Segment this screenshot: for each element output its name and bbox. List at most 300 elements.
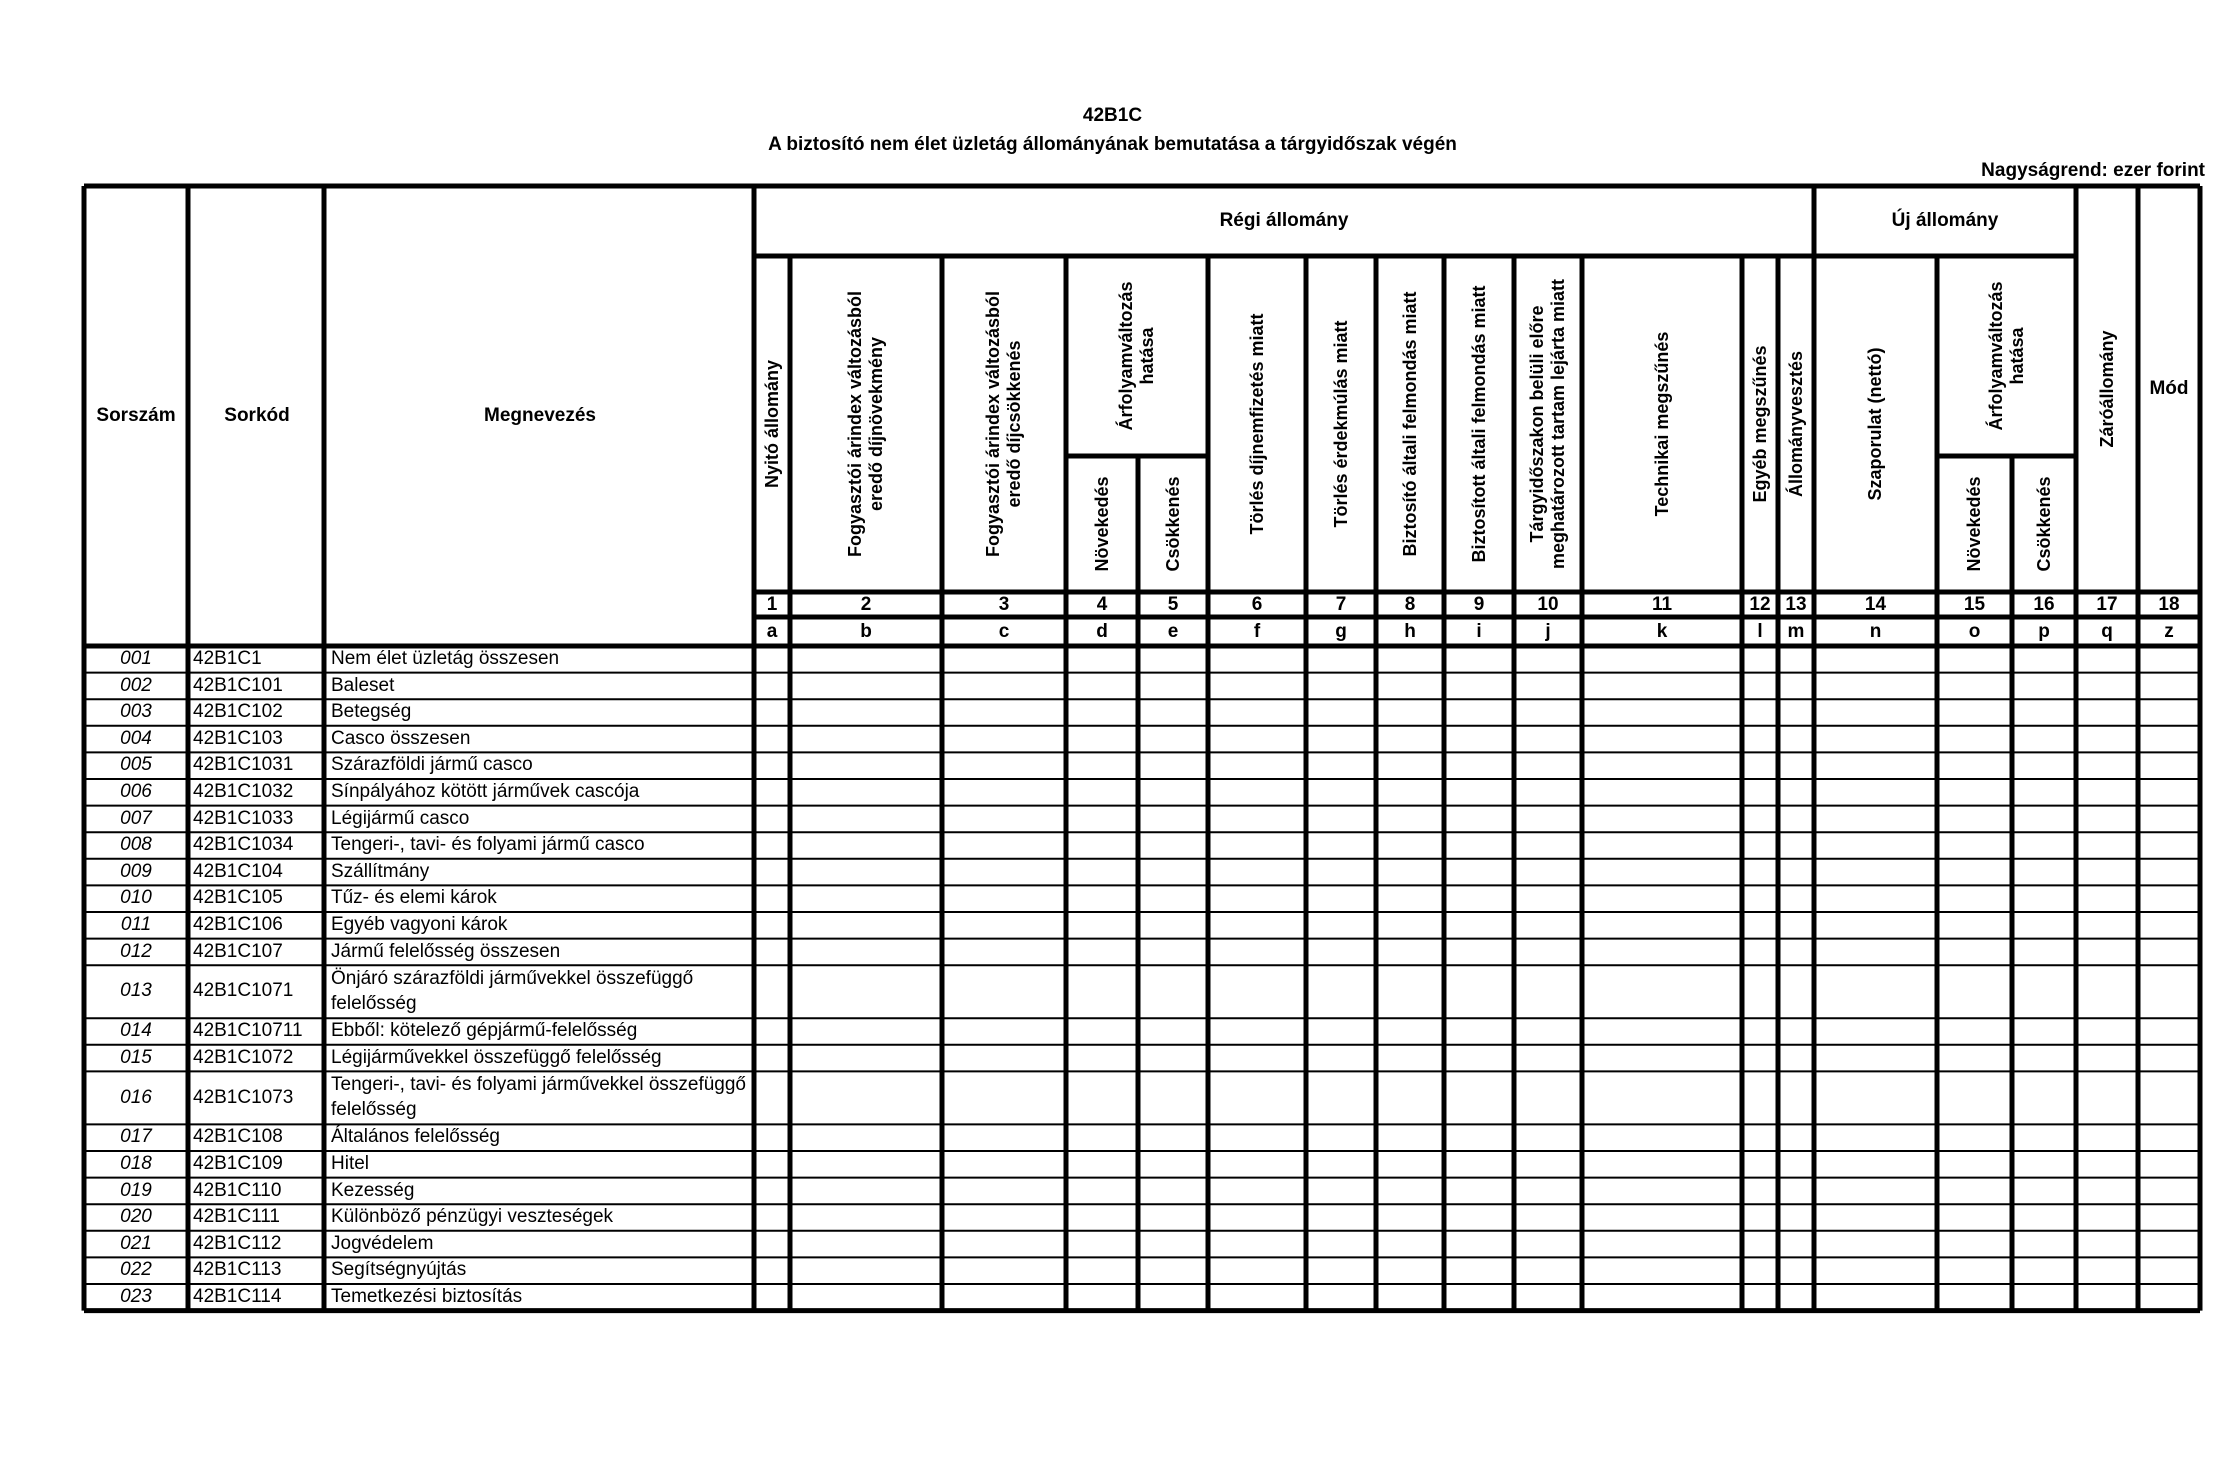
data-cell[interactable] bbox=[1140, 1285, 1206, 1310]
data-cell[interactable] bbox=[1446, 1205, 1512, 1230]
data-cell[interactable] bbox=[1308, 674, 1374, 699]
data-cell[interactable] bbox=[1516, 913, 1580, 938]
data-cell[interactable] bbox=[1140, 674, 1206, 699]
data-cell[interactable] bbox=[1939, 1072, 2010, 1123]
data-cell[interactable] bbox=[1816, 1179, 1935, 1204]
data-cell[interactable] bbox=[2140, 700, 2198, 725]
data-cell[interactable] bbox=[1516, 1072, 1580, 1123]
data-cell[interactable] bbox=[1516, 886, 1580, 911]
data-cell[interactable] bbox=[756, 647, 788, 672]
data-cell[interactable] bbox=[1210, 833, 1304, 858]
data-cell[interactable] bbox=[1378, 674, 1442, 699]
data-cell[interactable] bbox=[2078, 807, 2136, 832]
data-cell[interactable] bbox=[1068, 753, 1136, 778]
data-cell[interactable] bbox=[1378, 700, 1442, 725]
data-cell[interactable] bbox=[792, 647, 940, 672]
data-cell[interactable] bbox=[1744, 940, 1776, 965]
data-cell[interactable] bbox=[1780, 753, 1812, 778]
data-cell[interactable] bbox=[2078, 700, 2136, 725]
data-cell[interactable] bbox=[1446, 727, 1512, 752]
data-cell[interactable] bbox=[1068, 940, 1136, 965]
data-cell[interactable] bbox=[1140, 833, 1206, 858]
data-cell[interactable] bbox=[1210, 1019, 1304, 1044]
data-cell[interactable] bbox=[1140, 1258, 1206, 1283]
data-cell[interactable] bbox=[944, 1258, 1064, 1283]
data-cell[interactable] bbox=[1584, 700, 1740, 725]
data-cell[interactable] bbox=[792, 1152, 940, 1177]
data-cell[interactable] bbox=[1780, 1072, 1812, 1123]
data-cell[interactable] bbox=[1446, 1046, 1512, 1071]
data-cell[interactable] bbox=[1939, 1019, 2010, 1044]
data-cell[interactable] bbox=[2014, 700, 2074, 725]
data-cell[interactable] bbox=[1140, 1125, 1206, 1150]
data-cell[interactable] bbox=[2140, 913, 2198, 938]
data-cell[interactable] bbox=[1816, 780, 1935, 805]
data-cell[interactable] bbox=[1210, 700, 1304, 725]
data-cell[interactable] bbox=[1210, 1046, 1304, 1071]
data-cell[interactable] bbox=[1584, 807, 1740, 832]
data-cell[interactable] bbox=[792, 1232, 940, 1257]
data-cell[interactable] bbox=[1378, 940, 1442, 965]
data-cell[interactable] bbox=[792, 1125, 940, 1150]
data-cell[interactable] bbox=[1446, 1125, 1512, 1150]
data-cell[interactable] bbox=[1446, 1232, 1512, 1257]
data-cell[interactable] bbox=[1584, 647, 1740, 672]
data-cell[interactable] bbox=[1210, 1179, 1304, 1204]
data-cell[interactable] bbox=[944, 1285, 1064, 1310]
data-cell[interactable] bbox=[944, 1179, 1064, 1204]
data-cell[interactable] bbox=[1140, 1019, 1206, 1044]
data-cell[interactable] bbox=[1068, 1205, 1136, 1230]
data-cell[interactable] bbox=[1308, 727, 1374, 752]
data-cell[interactable] bbox=[1516, 753, 1580, 778]
data-cell[interactable] bbox=[2140, 727, 2198, 752]
data-cell[interactable] bbox=[944, 1205, 1064, 1230]
data-cell[interactable] bbox=[2140, 1019, 2198, 1044]
data-cell[interactable] bbox=[1939, 886, 2010, 911]
data-cell[interactable] bbox=[756, 753, 788, 778]
data-cell[interactable] bbox=[1939, 647, 2010, 672]
data-cell[interactable] bbox=[2078, 1179, 2136, 1204]
data-cell[interactable] bbox=[756, 1285, 788, 1310]
data-cell[interactable] bbox=[2140, 807, 2198, 832]
data-cell[interactable] bbox=[792, 886, 940, 911]
data-cell[interactable] bbox=[1308, 1179, 1374, 1204]
data-cell[interactable] bbox=[1744, 674, 1776, 699]
data-cell[interactable] bbox=[792, 753, 940, 778]
data-cell[interactable] bbox=[1140, 1152, 1206, 1177]
data-cell[interactable] bbox=[1210, 966, 1304, 1017]
data-cell[interactable] bbox=[1378, 886, 1442, 911]
data-cell[interactable] bbox=[1744, 647, 1776, 672]
data-cell[interactable] bbox=[2078, 940, 2136, 965]
data-cell[interactable] bbox=[2078, 1258, 2136, 1283]
data-cell[interactable] bbox=[1780, 833, 1812, 858]
data-cell[interactable] bbox=[1140, 780, 1206, 805]
data-cell[interactable] bbox=[1516, 1232, 1580, 1257]
data-cell[interactable] bbox=[1140, 1179, 1206, 1204]
data-cell[interactable] bbox=[1308, 860, 1374, 885]
data-cell[interactable] bbox=[1816, 700, 1935, 725]
data-cell[interactable] bbox=[944, 780, 1064, 805]
data-cell[interactable] bbox=[2014, 674, 2074, 699]
data-cell[interactable] bbox=[1378, 1285, 1442, 1310]
data-cell[interactable] bbox=[1068, 1232, 1136, 1257]
data-cell[interactable] bbox=[1140, 1046, 1206, 1071]
data-cell[interactable] bbox=[1308, 886, 1374, 911]
data-cell[interactable] bbox=[1939, 1232, 2010, 1257]
data-cell[interactable] bbox=[756, 674, 788, 699]
data-cell[interactable] bbox=[1378, 1072, 1442, 1123]
data-cell[interactable] bbox=[1939, 1046, 2010, 1071]
data-cell[interactable] bbox=[792, 966, 940, 1017]
data-cell[interactable] bbox=[1584, 1205, 1740, 1230]
data-cell[interactable] bbox=[1584, 913, 1740, 938]
data-cell[interactable] bbox=[1516, 1152, 1580, 1177]
data-cell[interactable] bbox=[944, 1125, 1064, 1150]
data-cell[interactable] bbox=[1140, 913, 1206, 938]
data-cell[interactable] bbox=[1210, 1232, 1304, 1257]
data-cell[interactable] bbox=[1744, 1072, 1776, 1123]
data-cell[interactable] bbox=[1308, 1046, 1374, 1071]
data-cell[interactable] bbox=[1816, 833, 1935, 858]
data-cell[interactable] bbox=[2140, 860, 2198, 885]
data-cell[interactable] bbox=[1584, 1285, 1740, 1310]
data-cell[interactable] bbox=[1780, 1125, 1812, 1150]
data-cell[interactable] bbox=[1816, 753, 1935, 778]
data-cell[interactable] bbox=[944, 833, 1064, 858]
data-cell[interactable] bbox=[1210, 913, 1304, 938]
data-cell[interactable] bbox=[1068, 886, 1136, 911]
data-cell[interactable] bbox=[1140, 700, 1206, 725]
data-cell[interactable] bbox=[1378, 647, 1442, 672]
data-cell[interactable] bbox=[1068, 1046, 1136, 1071]
data-cell[interactable] bbox=[1210, 807, 1304, 832]
data-cell[interactable] bbox=[1780, 886, 1812, 911]
data-cell[interactable] bbox=[2140, 674, 2198, 699]
data-cell[interactable] bbox=[2140, 780, 2198, 805]
data-cell[interactable] bbox=[1140, 647, 1206, 672]
data-cell[interactable] bbox=[1068, 1019, 1136, 1044]
data-cell[interactable] bbox=[756, 860, 788, 885]
data-cell[interactable] bbox=[1816, 1019, 1935, 1044]
data-cell[interactable] bbox=[1140, 753, 1206, 778]
data-cell[interactable] bbox=[2014, 1019, 2074, 1044]
data-cell[interactable] bbox=[1140, 966, 1206, 1017]
data-cell[interactable] bbox=[1584, 1125, 1740, 1150]
data-cell[interactable] bbox=[792, 833, 940, 858]
data-cell[interactable] bbox=[1068, 1258, 1136, 1283]
data-cell[interactable] bbox=[2014, 1046, 2074, 1071]
data-cell[interactable] bbox=[792, 1179, 940, 1204]
data-cell[interactable] bbox=[756, 833, 788, 858]
data-cell[interactable] bbox=[1308, 940, 1374, 965]
data-cell[interactable] bbox=[1744, 860, 1776, 885]
data-cell[interactable] bbox=[1516, 1125, 1580, 1150]
data-cell[interactable] bbox=[1210, 1072, 1304, 1123]
data-cell[interactable] bbox=[1378, 1232, 1442, 1257]
data-cell[interactable] bbox=[756, 1152, 788, 1177]
data-cell[interactable] bbox=[1744, 966, 1776, 1017]
data-cell[interactable] bbox=[2140, 1125, 2198, 1150]
data-cell[interactable] bbox=[2140, 1046, 2198, 1071]
data-cell[interactable] bbox=[792, 913, 940, 938]
data-cell[interactable] bbox=[1780, 807, 1812, 832]
data-cell[interactable] bbox=[2014, 1205, 2074, 1230]
data-cell[interactable] bbox=[1210, 1125, 1304, 1150]
data-cell[interactable] bbox=[1584, 1179, 1740, 1204]
data-cell[interactable] bbox=[756, 1258, 788, 1283]
data-cell[interactable] bbox=[1446, 1072, 1512, 1123]
data-cell[interactable] bbox=[1780, 1152, 1812, 1177]
data-cell[interactable] bbox=[2140, 1179, 2198, 1204]
data-cell[interactable] bbox=[1446, 1285, 1512, 1310]
data-cell[interactable] bbox=[944, 966, 1064, 1017]
data-cell[interactable] bbox=[2078, 1232, 2136, 1257]
data-cell[interactable] bbox=[792, 1046, 940, 1071]
data-cell[interactable] bbox=[2140, 966, 2198, 1017]
data-cell[interactable] bbox=[2078, 780, 2136, 805]
data-cell[interactable] bbox=[1516, 727, 1580, 752]
data-cell[interactable] bbox=[2140, 886, 2198, 911]
data-cell[interactable] bbox=[1308, 1019, 1374, 1044]
data-cell[interactable] bbox=[1816, 940, 1935, 965]
data-cell[interactable] bbox=[1308, 807, 1374, 832]
data-cell[interactable] bbox=[1939, 1205, 2010, 1230]
data-cell[interactable] bbox=[1446, 860, 1512, 885]
data-cell[interactable] bbox=[2078, 1072, 2136, 1123]
data-cell[interactable] bbox=[1210, 1285, 1304, 1310]
data-cell[interactable] bbox=[792, 940, 940, 965]
data-cell[interactable] bbox=[1446, 753, 1512, 778]
data-cell[interactable] bbox=[1308, 1152, 1374, 1177]
data-cell[interactable] bbox=[1068, 674, 1136, 699]
data-cell[interactable] bbox=[756, 700, 788, 725]
data-cell[interactable] bbox=[1068, 807, 1136, 832]
data-cell[interactable] bbox=[1068, 1179, 1136, 1204]
data-cell[interactable] bbox=[944, 700, 1064, 725]
data-cell[interactable] bbox=[756, 1205, 788, 1230]
data-cell[interactable] bbox=[1939, 966, 2010, 1017]
data-cell[interactable] bbox=[1584, 727, 1740, 752]
data-cell[interactable] bbox=[756, 1232, 788, 1257]
data-cell[interactable] bbox=[944, 860, 1064, 885]
data-cell[interactable] bbox=[1210, 1152, 1304, 1177]
data-cell[interactable] bbox=[2014, 780, 2074, 805]
data-cell[interactable] bbox=[1140, 886, 1206, 911]
data-cell[interactable] bbox=[1584, 780, 1740, 805]
data-cell[interactable] bbox=[1939, 700, 2010, 725]
data-cell[interactable] bbox=[1446, 1258, 1512, 1283]
data-cell[interactable] bbox=[2078, 1125, 2136, 1150]
data-cell[interactable] bbox=[2014, 753, 2074, 778]
data-cell[interactable] bbox=[2078, 833, 2136, 858]
data-cell[interactable] bbox=[1816, 727, 1935, 752]
data-cell[interactable] bbox=[1378, 1019, 1442, 1044]
data-cell[interactable] bbox=[2078, 886, 2136, 911]
data-cell[interactable] bbox=[1140, 727, 1206, 752]
data-cell[interactable] bbox=[1744, 1258, 1776, 1283]
data-cell[interactable] bbox=[1780, 780, 1812, 805]
data-cell[interactable] bbox=[1068, 966, 1136, 1017]
data-cell[interactable] bbox=[756, 1019, 788, 1044]
data-cell[interactable] bbox=[1816, 1046, 1935, 1071]
data-cell[interactable] bbox=[1516, 700, 1580, 725]
data-cell[interactable] bbox=[756, 727, 788, 752]
data-cell[interactable] bbox=[1584, 860, 1740, 885]
data-cell[interactable] bbox=[1378, 753, 1442, 778]
data-cell[interactable] bbox=[1939, 1179, 2010, 1204]
data-cell[interactable] bbox=[1816, 674, 1935, 699]
data-cell[interactable] bbox=[1068, 727, 1136, 752]
data-cell[interactable] bbox=[756, 1072, 788, 1123]
data-cell[interactable] bbox=[1516, 807, 1580, 832]
data-cell[interactable] bbox=[1744, 780, 1776, 805]
data-cell[interactable] bbox=[1744, 1232, 1776, 1257]
data-cell[interactable] bbox=[1516, 860, 1580, 885]
data-cell[interactable] bbox=[1378, 1152, 1442, 1177]
data-cell[interactable] bbox=[1308, 1125, 1374, 1150]
data-cell[interactable] bbox=[1939, 860, 2010, 885]
data-cell[interactable] bbox=[792, 700, 940, 725]
data-cell[interactable] bbox=[1446, 833, 1512, 858]
data-cell[interactable] bbox=[1744, 833, 1776, 858]
data-cell[interactable] bbox=[1308, 833, 1374, 858]
data-cell[interactable] bbox=[2014, 1125, 2074, 1150]
data-cell[interactable] bbox=[792, 674, 940, 699]
data-cell[interactable] bbox=[1816, 1125, 1935, 1150]
data-cell[interactable] bbox=[1068, 913, 1136, 938]
data-cell[interactable] bbox=[1939, 940, 2010, 965]
data-cell[interactable] bbox=[792, 1258, 940, 1283]
data-cell[interactable] bbox=[1210, 1258, 1304, 1283]
data-cell[interactable] bbox=[944, 727, 1064, 752]
data-cell[interactable] bbox=[1584, 940, 1740, 965]
data-cell[interactable] bbox=[2014, 860, 2074, 885]
data-cell[interactable] bbox=[1308, 913, 1374, 938]
data-cell[interactable] bbox=[1446, 1152, 1512, 1177]
data-cell[interactable] bbox=[1584, 753, 1740, 778]
data-cell[interactable] bbox=[1939, 1258, 2010, 1283]
data-cell[interactable] bbox=[1780, 727, 1812, 752]
data-cell[interactable] bbox=[1780, 966, 1812, 1017]
data-cell[interactable] bbox=[756, 780, 788, 805]
data-cell[interactable] bbox=[1780, 1205, 1812, 1230]
data-cell[interactable] bbox=[2140, 1258, 2198, 1283]
data-cell[interactable] bbox=[1308, 700, 1374, 725]
data-cell[interactable] bbox=[1068, 700, 1136, 725]
data-cell[interactable] bbox=[1516, 647, 1580, 672]
data-cell[interactable] bbox=[1744, 1285, 1776, 1310]
data-cell[interactable] bbox=[1744, 886, 1776, 911]
data-cell[interactable] bbox=[1308, 1072, 1374, 1123]
data-cell[interactable] bbox=[2140, 1285, 2198, 1310]
data-cell[interactable] bbox=[944, 1232, 1064, 1257]
data-cell[interactable] bbox=[1446, 1019, 1512, 1044]
data-cell[interactable] bbox=[756, 1125, 788, 1150]
data-cell[interactable] bbox=[1068, 1072, 1136, 1123]
data-cell[interactable] bbox=[2140, 1072, 2198, 1123]
data-cell[interactable] bbox=[944, 674, 1064, 699]
data-cell[interactable] bbox=[1816, 860, 1935, 885]
data-cell[interactable] bbox=[1378, 1258, 1442, 1283]
data-cell[interactable] bbox=[1308, 753, 1374, 778]
data-cell[interactable] bbox=[1068, 1285, 1136, 1310]
data-cell[interactable] bbox=[1308, 1285, 1374, 1310]
data-cell[interactable] bbox=[1516, 1019, 1580, 1044]
data-cell[interactable] bbox=[1744, 1152, 1776, 1177]
data-cell[interactable] bbox=[1516, 940, 1580, 965]
data-cell[interactable] bbox=[2140, 753, 2198, 778]
data-cell[interactable] bbox=[944, 1152, 1064, 1177]
data-cell[interactable] bbox=[1744, 700, 1776, 725]
data-cell[interactable] bbox=[1584, 1152, 1740, 1177]
data-cell[interactable] bbox=[1378, 1179, 1442, 1204]
data-cell[interactable] bbox=[1068, 860, 1136, 885]
data-cell[interactable] bbox=[1516, 1179, 1580, 1204]
data-cell[interactable] bbox=[1939, 753, 2010, 778]
data-cell[interactable] bbox=[1780, 1285, 1812, 1310]
data-cell[interactable] bbox=[1446, 647, 1512, 672]
data-cell[interactable] bbox=[1780, 700, 1812, 725]
data-cell[interactable] bbox=[792, 780, 940, 805]
data-cell[interactable] bbox=[944, 807, 1064, 832]
data-cell[interactable] bbox=[2014, 913, 2074, 938]
data-cell[interactable] bbox=[1939, 1285, 2010, 1310]
data-cell[interactable] bbox=[2078, 674, 2136, 699]
data-cell[interactable] bbox=[944, 886, 1064, 911]
data-cell[interactable] bbox=[944, 1019, 1064, 1044]
data-cell[interactable] bbox=[1780, 1019, 1812, 1044]
data-cell[interactable] bbox=[1816, 1285, 1935, 1310]
data-cell[interactable] bbox=[1446, 700, 1512, 725]
data-cell[interactable] bbox=[2078, 966, 2136, 1017]
data-cell[interactable] bbox=[1210, 860, 1304, 885]
data-cell[interactable] bbox=[1140, 940, 1206, 965]
data-cell[interactable] bbox=[1068, 1125, 1136, 1150]
data-cell[interactable] bbox=[1446, 780, 1512, 805]
data-cell[interactable] bbox=[2014, 647, 2074, 672]
data-cell[interactable] bbox=[2014, 1152, 2074, 1177]
data-cell[interactable] bbox=[1308, 1258, 1374, 1283]
data-cell[interactable] bbox=[1939, 807, 2010, 832]
data-cell[interactable] bbox=[1308, 1205, 1374, 1230]
data-cell[interactable] bbox=[1446, 913, 1512, 938]
data-cell[interactable] bbox=[756, 1179, 788, 1204]
data-cell[interactable] bbox=[1210, 647, 1304, 672]
data-cell[interactable] bbox=[2140, 833, 2198, 858]
data-cell[interactable] bbox=[1780, 1179, 1812, 1204]
data-cell[interactable] bbox=[2140, 1152, 2198, 1177]
data-cell[interactable] bbox=[944, 940, 1064, 965]
data-cell[interactable] bbox=[1816, 1232, 1935, 1257]
data-cell[interactable] bbox=[1816, 1258, 1935, 1283]
data-cell[interactable] bbox=[1780, 860, 1812, 885]
data-cell[interactable] bbox=[756, 886, 788, 911]
data-cell[interactable] bbox=[1816, 886, 1935, 911]
data-cell[interactable] bbox=[1584, 1046, 1740, 1071]
data-cell[interactable] bbox=[1939, 833, 2010, 858]
data-cell[interactable] bbox=[1516, 833, 1580, 858]
data-cell[interactable] bbox=[1516, 1285, 1580, 1310]
data-cell[interactable] bbox=[1446, 807, 1512, 832]
data-cell[interactable] bbox=[1446, 886, 1512, 911]
data-cell[interactable] bbox=[1308, 1232, 1374, 1257]
data-cell[interactable] bbox=[792, 727, 940, 752]
data-cell[interactable] bbox=[792, 1285, 940, 1310]
data-cell[interactable] bbox=[1378, 860, 1442, 885]
data-cell[interactable] bbox=[944, 1046, 1064, 1071]
